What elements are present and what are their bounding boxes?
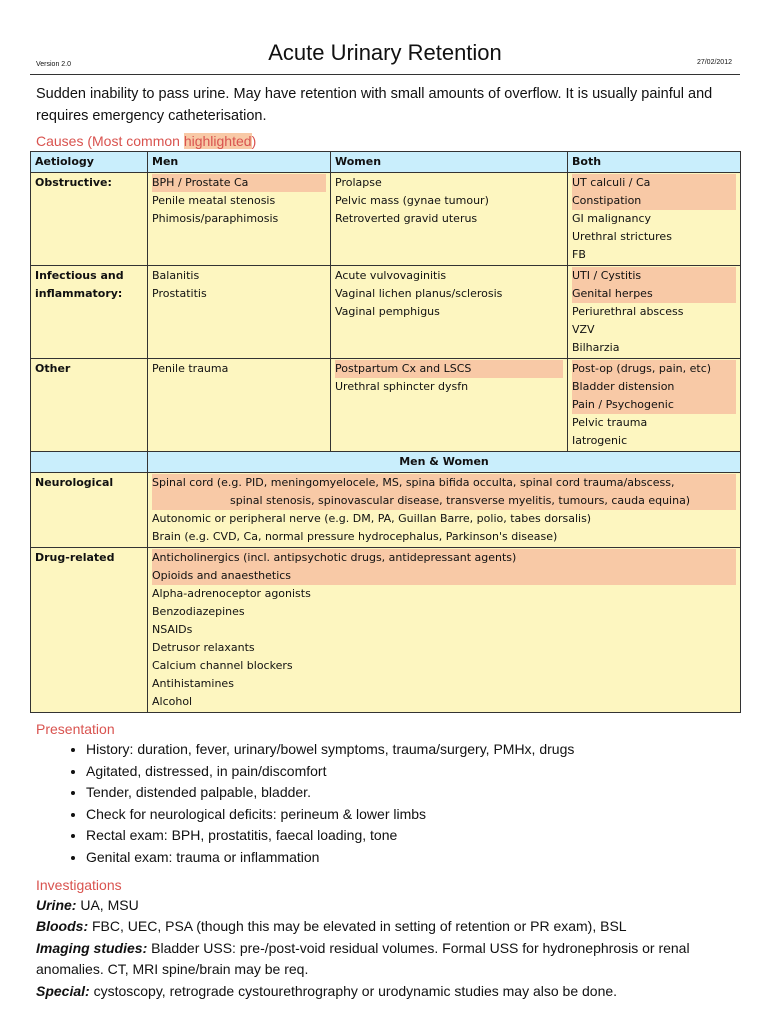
cell-line: Opioids and anaesthetics xyxy=(152,567,736,585)
men-women-header-row xyxy=(31,452,741,473)
row-label: Obstructive: xyxy=(31,173,148,266)
table-row xyxy=(31,173,741,266)
table-row xyxy=(31,548,741,713)
cell-line: Balanitis xyxy=(152,269,200,282)
date-label: 27/02/2012 xyxy=(696,59,732,66)
cell-line: Periurethral abscess xyxy=(572,305,684,318)
women-cell xyxy=(331,266,568,359)
investigation-item xyxy=(36,938,740,981)
list-item: • Agitated, distressed, in pain/discomfort xyxy=(86,761,740,783)
cell-line: Prolapse xyxy=(335,176,382,189)
cell-line: UT calculi / Ca xyxy=(572,174,736,192)
column-header: Aetiology xyxy=(31,152,148,173)
cell-line: Iatrogenic xyxy=(572,434,628,447)
cell-line: FB xyxy=(572,248,586,261)
investigation-text: Bladder USS: pre-/post-void residual volumes. Formal USS for hydronephrosis or renal anomalies. CT, MRI spine/brain may be req. xyxy=(36,939,690,978)
column-header: Men xyxy=(148,152,331,173)
cell-line: Genital herpes xyxy=(572,285,736,303)
document-header xyxy=(30,36,740,75)
cell-line: Postpartum Cx and LSCS xyxy=(335,360,563,378)
cell-line: Antihistamines xyxy=(152,677,234,690)
cell-line: Autonomic or peripheral nerve (e.g. DM, PA, Guillan Barre, polio, tabes dorsalis) xyxy=(152,512,592,525)
cell-line: Benzodiazepines xyxy=(152,605,245,618)
investigation-text: cystoscopy, retrograde cystourethrography or urodynamic studies may also be done. xyxy=(89,982,618,999)
presentation-list xyxy=(30,739,740,869)
men-women-header: Men & Women xyxy=(148,452,741,473)
investigation-text: UA, MSU xyxy=(76,896,139,913)
men-cell xyxy=(148,173,331,266)
cell-line: Bilharzia xyxy=(572,341,620,354)
list-item: • Genital exam: trauma or inflammation xyxy=(86,847,740,869)
cell-line: NSAIDs xyxy=(152,623,193,636)
cell-line: GI malignancy xyxy=(572,212,652,225)
list-item: • History: duration, fever, urinary/bowel symptoms, trauma/surgery, PMHx, drugs xyxy=(86,739,740,761)
list-item: • Tender, distended palpable, bladder. xyxy=(86,782,740,804)
cell-line: BPH / Prostate Ca xyxy=(152,174,326,192)
document-page xyxy=(30,36,740,1003)
women-cell xyxy=(331,173,568,266)
causes-title xyxy=(36,133,740,149)
cell-line: UTI / Cystitis xyxy=(572,267,736,285)
both-cell xyxy=(568,266,741,359)
cell-line: Post-op (drugs, pain, etc) xyxy=(572,360,736,378)
cell-line: Prostatitis xyxy=(152,287,207,300)
both-cell xyxy=(568,359,741,452)
page-title: Acute Urinary Retention xyxy=(268,40,502,65)
list-item: • Rectal exam: BPH, prostatitis, faecal loading, tone xyxy=(86,825,740,847)
cell-line: Calcium channel blockers xyxy=(152,659,293,672)
cell-line: VZV xyxy=(572,323,595,336)
cell-line: Constipation xyxy=(572,192,736,210)
blank-cell xyxy=(31,452,148,473)
intro-paragraph: Sudden inability to pass urine. May have retention with small amounts of overflow. It is usually painful and requires emergency catheterisation. xyxy=(36,86,713,124)
row-label: Other xyxy=(31,359,148,452)
cell-line: Pelvic mass (gynae tumour) xyxy=(335,194,489,207)
cell-line: Alpha-adrenoceptor agonists xyxy=(152,587,311,600)
women-cell xyxy=(331,359,568,452)
cell-line: Retroverted gravid uterus xyxy=(335,212,478,225)
investigation-text: FBC, UEC, PSA (though this may be elevated in setting of retention or PR exam), BSL xyxy=(88,918,627,935)
investigation-label: Bloods: xyxy=(36,918,89,935)
cell-line: Anticholinergics (incl. antipsychotic drugs, antidepressant agents) xyxy=(152,549,736,567)
causes-title-suffix: ) xyxy=(251,133,257,149)
cell-line: Alcohol xyxy=(152,695,193,708)
cell-line: Detrusor relaxants xyxy=(152,641,255,654)
both-cell xyxy=(568,173,741,266)
cell-line: Phimosis/paraphimosis xyxy=(152,212,279,225)
row-label: Infectious and inflammatory: xyxy=(31,266,148,359)
list-item: • Check for neurological deficits: perineum & lower limbs xyxy=(86,804,740,826)
causes-header-row xyxy=(31,152,741,173)
cell-line: Vaginal pemphigus xyxy=(335,305,440,318)
investigations-block xyxy=(36,895,740,1003)
cell-line: Penile trauma xyxy=(152,362,229,375)
cell-line: Brain (e.g. CVD, Ca, normal pressure hydrocephalus, Parkinson's disease) xyxy=(152,530,558,543)
causes-table xyxy=(30,151,741,713)
cell-line: Spinal cord (e.g. PID, meningomyelocele, MS, spina bifida occulta, spinal cord trauma/abscess, xyxy=(152,474,736,492)
table-row xyxy=(31,359,741,452)
cell-line: Urethral strictures xyxy=(572,230,672,243)
investigation-label: Urine: xyxy=(36,896,77,913)
column-header: Women xyxy=(331,152,568,173)
cell-line: Urethral sphincter dysfn xyxy=(335,380,469,393)
men-cell xyxy=(148,359,331,452)
investigation-item xyxy=(36,895,740,917)
cell-line: Bladder distension xyxy=(572,378,736,396)
row-label: Neurological xyxy=(31,473,148,548)
neurological-cell xyxy=(148,473,741,548)
table-row xyxy=(31,473,741,548)
cell-line: Penile meatal stenosis xyxy=(152,194,276,207)
row-label: Drug-related xyxy=(31,548,148,713)
version-label: Version 2.0 xyxy=(36,61,72,68)
causes-title-highlight: highlighted xyxy=(183,133,252,149)
men-cell xyxy=(148,266,331,359)
cell-line: Acute vulvovaginitis xyxy=(335,269,447,282)
column-header: Both xyxy=(568,152,741,173)
cell-line: Pelvic trauma xyxy=(572,416,648,429)
cell-line: Vaginal lichen planus/sclerosis xyxy=(335,287,503,300)
investigation-item xyxy=(36,981,740,1003)
drug-cell xyxy=(148,548,741,713)
investigation-label: Imaging studies: xyxy=(36,939,148,956)
investigations-title: Investigations xyxy=(36,876,122,893)
presentation-title: Presentation xyxy=(36,721,115,737)
investigation-item xyxy=(36,916,740,938)
investigation-label: Special: xyxy=(36,982,90,999)
cell-line: spinal stenosis, spinovascular disease, transverse myelitis, tumours, cauda equina) xyxy=(152,492,736,510)
table-row xyxy=(31,266,741,359)
causes-title-prefix: Causes (Most common xyxy=(36,133,184,149)
cell-line: Pain / Psychogenic xyxy=(572,396,736,414)
